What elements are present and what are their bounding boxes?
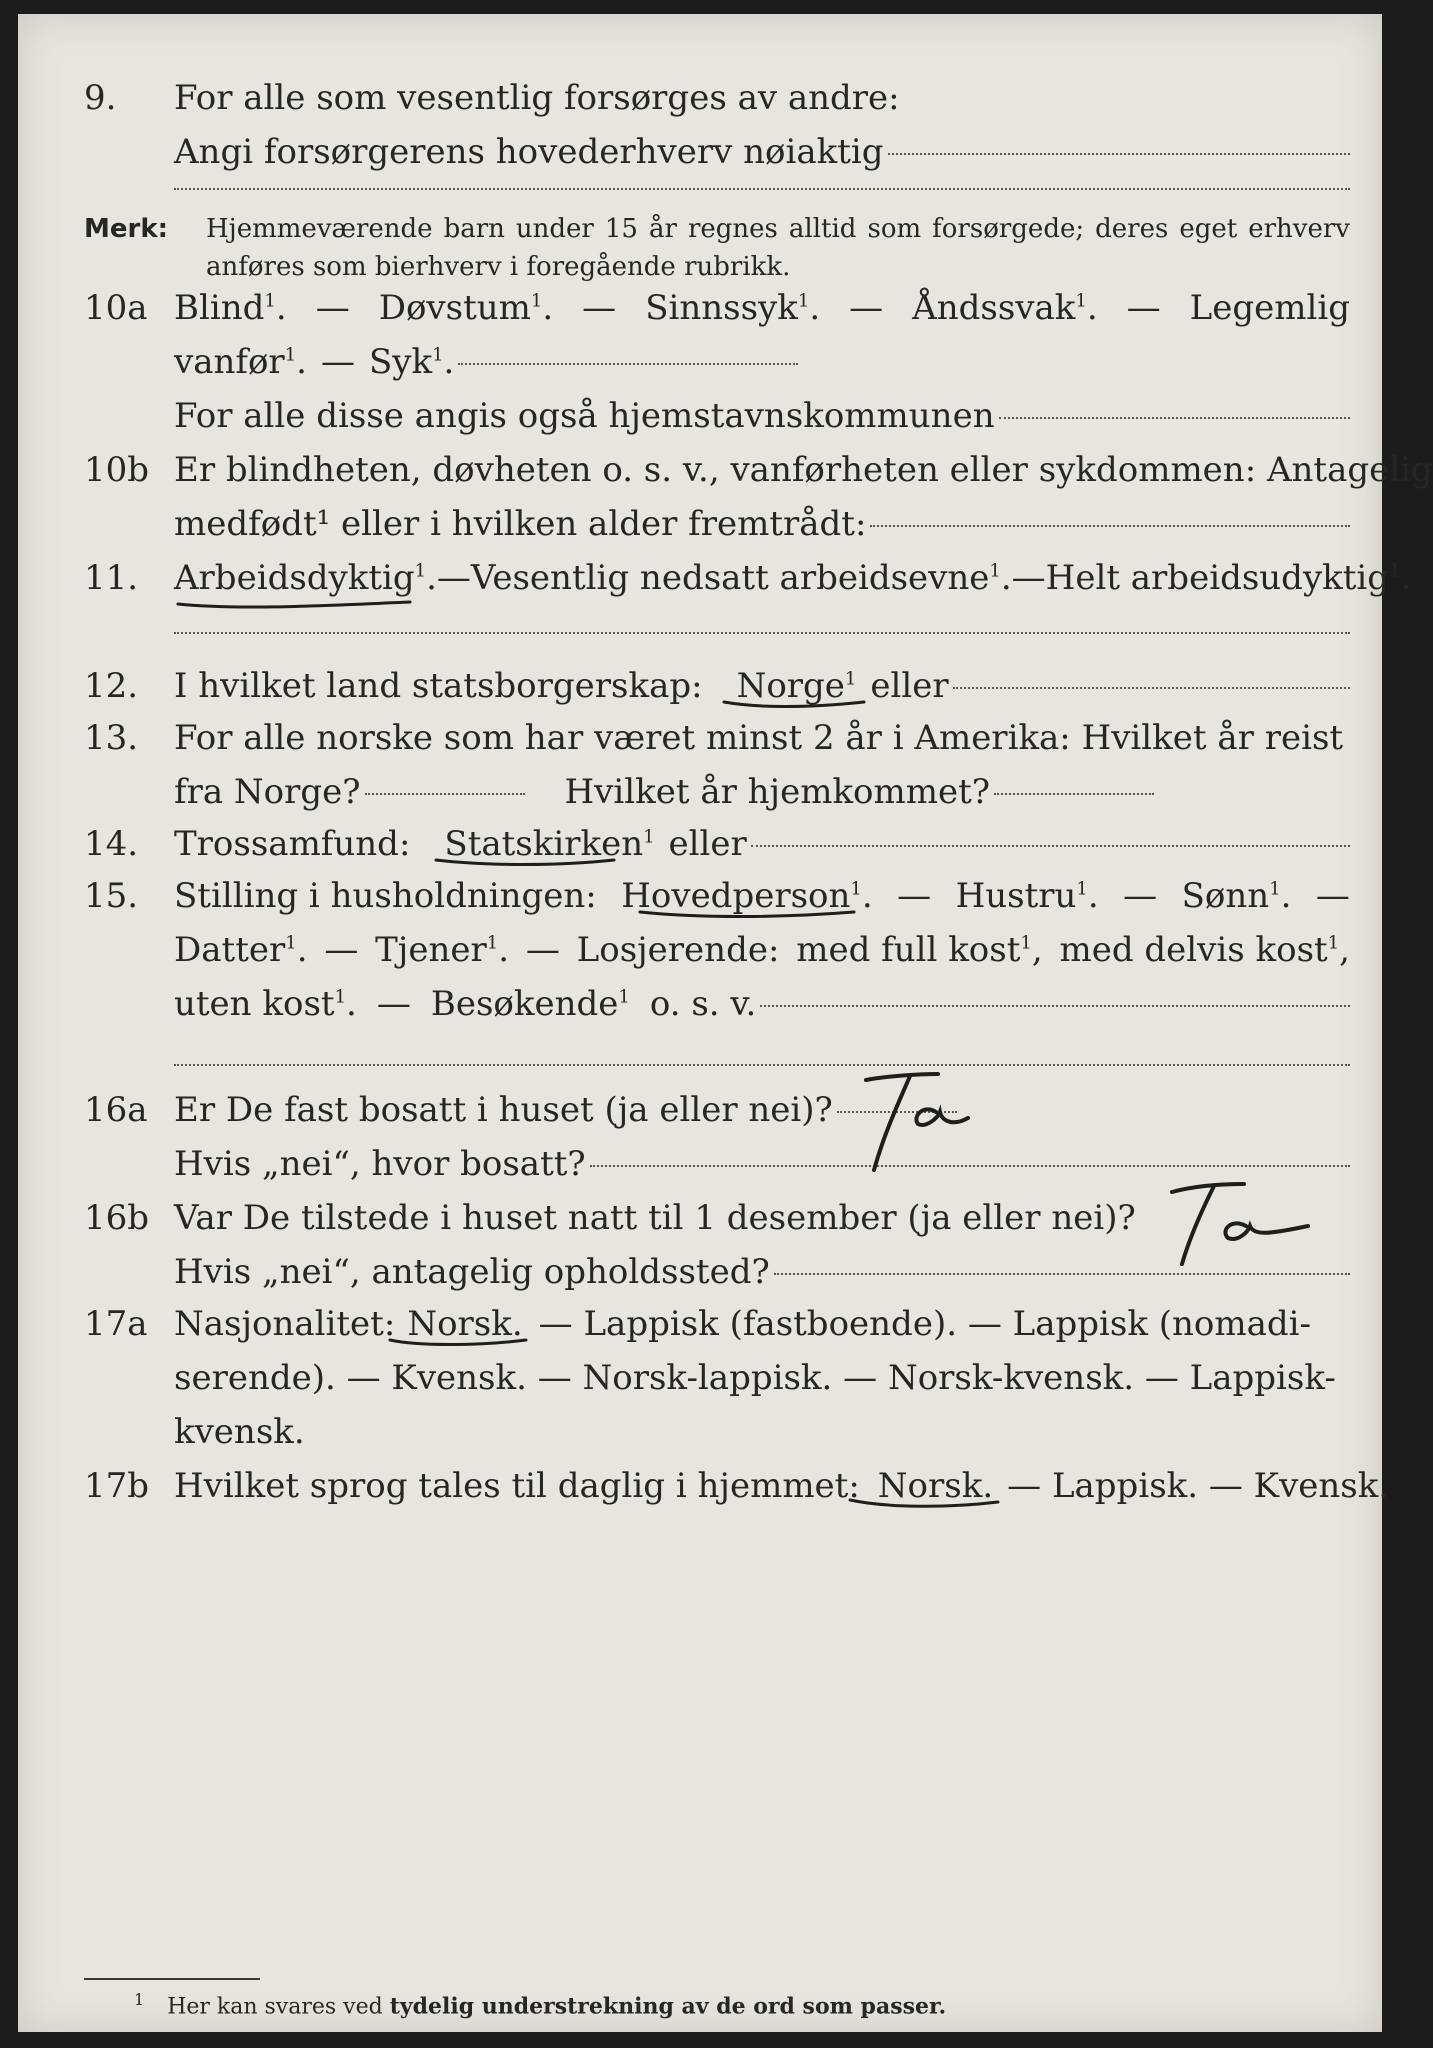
q10b-line2: [18, 502, 1382, 546]
q9-line1: [18, 76, 1382, 120]
q17a-label: Nasjonalitet:: [174, 1304, 396, 1344]
q16a-number: 16a: [84, 1090, 148, 1130]
q10a-opt-andssvak: Åndssvak$^1$.: [912, 288, 1098, 328]
q16a-bosatt-field[interactable]: [590, 1165, 1350, 1167]
q13-line1: [18, 716, 1382, 760]
q12-line: [18, 664, 1382, 708]
q11-number: 11.: [84, 558, 139, 598]
q17a-options-rest: — Lappisk (fastboende). — Lappisk (nomadi-: [538, 1304, 1312, 1344]
q17a-number: 17a: [84, 1304, 148, 1344]
q15-line3: uten kost$^1$. — Besøkende$^1$ o. s. v.: [18, 982, 1382, 1026]
q11-extra-line[interactable]: [174, 632, 1350, 634]
q9-text: For alle som vesentlig forsørges av andre:: [174, 78, 900, 118]
q16b-question: Var De tilstede i huset natt til 1 desember (ja eller nei)?: [174, 1198, 1136, 1238]
q10b-number: 10b: [84, 450, 150, 490]
q14-label: Trossamfund:: [174, 824, 411, 864]
q10a-hjemstavn-field[interactable]: [999, 417, 1350, 419]
q9-question: Angi forsørgerens hovederhverv nøiaktig: [174, 132, 884, 172]
q17a-options-line2: serende). — Kvensk. — Norsk-lappisk. — Norsk-kvensk. — Lappisk-: [174, 1358, 1336, 1398]
q15-osv: o. s. v.: [649, 984, 757, 1024]
q17a-opt-norsk[interactable]: Norsk.: [407, 1304, 523, 1344]
q15-losjerende-label: Losjerende:: [576, 930, 780, 970]
q16b-line2: [18, 1250, 1382, 1294]
q15-opt-hustru[interactable]: Hustru$^1$.: [955, 876, 1099, 916]
q16a-line1: [18, 1088, 1382, 1132]
q16a-answer-field[interactable]: [837, 1111, 957, 1113]
merk-label: Merk:: [84, 214, 169, 244]
q13-text: For alle norske som har været minst 2 år i Amerika: Hvilket år reist: [174, 718, 1344, 758]
footnote-mark: 1: [134, 1990, 145, 2009]
q15-extra-line[interactable]: [174, 1064, 1350, 1066]
q10b-text: Er blindheten, døvheten o. s. v., vanførheten eller sykdommen: Antagelig: [174, 450, 1433, 490]
q15-opt-uten-kost[interactable]: uten kost$^1$.: [174, 984, 357, 1024]
q10a-line3: [18, 394, 1382, 438]
q12-number: 12.: [84, 666, 139, 706]
q10b-answer-field[interactable]: [870, 525, 1350, 527]
underline-arbeidsdyktig: [178, 602, 410, 607]
q12-other-field[interactable]: [953, 687, 1350, 689]
q16b-opphold-field[interactable]: [774, 1273, 1350, 1275]
q10a-number: 10a: [84, 288, 148, 328]
footnote-bold: tydelig understrekning av de ord som passer.: [389, 1993, 947, 2020]
q15-opt-besokende[interactable]: Besøkende$^1$: [430, 984, 630, 1024]
q15-opt-datter[interactable]: Datter$^1$.: [174, 930, 308, 970]
q17a-line1: [18, 1302, 1382, 1346]
q16a-question: Er De fast bosatt i huset (ja eller nei)?: [174, 1090, 833, 1130]
q11-opt-arbeidsdyktig[interactable]: Arbeidsdyktig$^1$.: [174, 558, 437, 598]
footnote-lead: Her kan svares ved: [167, 1994, 383, 2020]
q14-line: [18, 822, 1382, 866]
q10a-line1: 10a Blind$^1$. — Døvstum$^1$. — Sinnssyk$^1$. — Åndssvak$^1$. — Legemlig: [84, 288, 1350, 328]
q10a-line2: vanfør$^1$. — Syk$^1$.: [18, 340, 1382, 384]
q9-number: 9.: [84, 78, 117, 118]
q14-eller: eller: [668, 824, 747, 864]
q13-hjemkommet-field[interactable]: [994, 793, 1154, 795]
q17b-line: [18, 1464, 1390, 1508]
q17a-line2: [18, 1356, 1382, 1400]
q15-label: Stilling i husholdningen:: [174, 876, 597, 916]
q10a-opt-vanfor: vanfør$^1$.: [174, 342, 307, 382]
q16a-bosatt-label: Hvis „nei“, hvor bosatt?: [174, 1144, 586, 1184]
q10a-opt-syk: Syk$^1$.: [368, 342, 455, 382]
q17a-options-line3: kvensk.: [174, 1412, 305, 1452]
q16b-line1: [18, 1196, 1382, 1240]
q15-opt-tjener[interactable]: Tjener$^1$.: [375, 930, 510, 970]
q16b-number: 16b: [84, 1198, 150, 1238]
q10a-opt-legemlig: Legemlig: [1189, 288, 1350, 328]
q10a-opt-dovstum: Døvstum$^1$.: [378, 288, 554, 328]
q14-opt-statskirken[interactable]: Statskirken$^1$: [444, 824, 655, 864]
q17a-line3: [18, 1410, 1382, 1454]
q13-reist-label: fra Norge?: [174, 772, 361, 812]
q13-number: 13.: [84, 718, 139, 758]
q14-other-field[interactable]: [751, 845, 1350, 847]
q10b-question: medfødt¹ eller i hvilken alder fremtrådt:: [174, 504, 867, 544]
q16a-line2: [18, 1142, 1382, 1186]
q11-opt-nedsatt[interactable]: Vesentlig nedsatt arbeidsevne$^1$.: [470, 558, 1012, 598]
footnote-rule: [84, 1978, 260, 1980]
q12-eller: eller: [870, 666, 949, 706]
q15-opt-delvis-kost[interactable]: med delvis kost$^1$,: [1059, 930, 1350, 970]
q10a-opt-blind: Blind$^1$.: [174, 288, 287, 328]
q12-label: I hvilket land statsborgerskap:: [174, 666, 703, 706]
q15-line2: Datter$^1$. — Tjener$^1$. — Losjerende: med full kost$^1$, med delvis kost$^1$,: [174, 930, 1350, 970]
q9-line2: [18, 130, 1382, 174]
q9-extra-line[interactable]: [174, 188, 1350, 190]
census-form-page: [18, 14, 1433, 2032]
q11-opt-udyktig[interactable]: Helt arbeidsudyktig$^1$.: [1045, 558, 1412, 598]
q17b-label: Hvilket sprog tales til daglig i hjemmet:: [174, 1466, 860, 1506]
q17b-number: 17b: [84, 1466, 150, 1506]
q11-line: 11. Arbeidsdyktig$^1$. — Vesentlig nedsatt arbeidsevne$^1$. — Helt arbeidsudyktig$^1$.: [84, 558, 1412, 598]
q16b-opphold-label: Hvis „nei“, antagelig opholdssted?: [174, 1252, 770, 1292]
merk-note: Hjemmeværende barn under 15 år regnes alltid som forsørgede; deres eget erhverv anføres som bierhverv i foregående rubrikk.: [206, 214, 1350, 282]
q10a-answer-field[interactable]: [458, 363, 798, 365]
q14-number: 14.: [84, 824, 139, 864]
q15-number: 15.: [84, 876, 139, 916]
q13-reist-field[interactable]: [365, 793, 525, 795]
q15-opt-full-kost[interactable]: med full kost$^1$,: [796, 930, 1043, 970]
q12-opt-norge[interactable]: Norge$^1$: [736, 666, 857, 706]
q13-line2: [18, 770, 1382, 814]
q15-opt-sonn[interactable]: Sønn$^1$.: [1181, 876, 1292, 916]
q15-line1: 15. Stilling i husholdningen: Hovedperson$^1$. — Hustru$^1$. — Sønn$^1$. —: [84, 876, 1350, 916]
footnote: [134, 1990, 946, 2019]
q13-hjemkommet-label: Hvilket år hjemkommet?: [564, 772, 991, 812]
q15-other-field[interactable]: [760, 1005, 1350, 1007]
q15-opt-hovedperson[interactable]: Hovedperson$^1$.: [621, 876, 873, 916]
q10b-line1: [18, 448, 1433, 492]
q10a-hjemstavn-label: For alle disse angis også hjemstavnskommunen: [174, 396, 995, 436]
q17b-options-rest: — Lappisk. — Kvensk.: [1007, 1466, 1390, 1506]
q10a-opt-sinnssyk: Sinnssyk$^1$.: [645, 288, 821, 328]
q17b-opt-norsk[interactable]: Norsk.: [877, 1466, 994, 1506]
q9-answer-field[interactable]: [888, 153, 1350, 155]
